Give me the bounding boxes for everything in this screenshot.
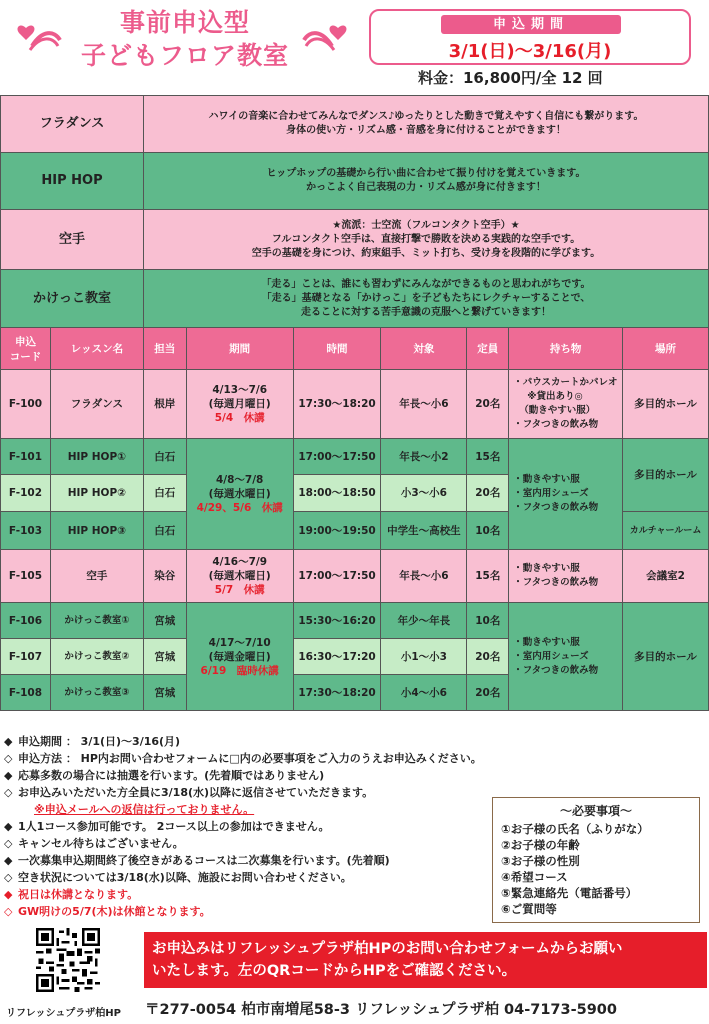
capacity: 15名 — [467, 439, 509, 475]
lesson-code: F-106 — [1, 603, 51, 639]
description-line: ハワイの音楽に合わせてみんなでダンス♪ゆったりとした動きで覚えやすく自信にも繋がります。 — [208, 111, 644, 122]
closure-note: 4/29、5/6 休講 — [196, 502, 283, 514]
note-item — [4, 852, 494, 869]
note-item — [4, 818, 494, 835]
bullet-icon: ◇ — [4, 837, 13, 850]
required-item: ④希望コース — [501, 870, 568, 884]
item: ・フタつきの飲み物 — [513, 502, 599, 513]
item: ・室内用シューズ — [513, 650, 589, 662]
period — [186, 550, 293, 603]
place: カルチャールーム — [623, 512, 709, 550]
schedule-header-row — [1, 328, 709, 370]
capacity: 20名 — [467, 675, 509, 711]
bullet-icon: ◇ — [4, 752, 13, 765]
teacher: 宮城 — [143, 603, 186, 639]
bullet-icon: ◆ — [4, 820, 13, 833]
period-line: (毎週木曜日) — [208, 570, 271, 582]
period-line: (毎週水曜日) — [208, 488, 271, 500]
note-text: 祝日は休講となります。 — [18, 888, 139, 901]
target: 中学生～高校生 — [381, 512, 467, 550]
note-text: 申込方法 ： HP内お問い合わせフォームに□内の必要事項をご入力のうえお申込みください。 — [18, 752, 482, 765]
item: ・フタつきの飲み物 — [513, 664, 599, 676]
capacity: 10名 — [467, 603, 509, 639]
lesson-title: かけっこ教室① — [50, 603, 143, 639]
item: ・パウスカートかパレオ — [513, 377, 618, 388]
qr-label: リフレッシュプラザ柏HP — [6, 1008, 121, 1019]
title-line-1: 事前申込型 — [119, 8, 250, 37]
lesson-description — [144, 153, 709, 210]
capacity: 20名 — [467, 370, 509, 439]
period-line: 4/8～7/8 — [215, 474, 264, 486]
period — [186, 370, 293, 439]
lesson-code: F-108 — [1, 675, 51, 711]
item: ・動きやすい服 — [513, 474, 580, 485]
required-item: ③お子様の性別 — [501, 854, 580, 868]
time: 17:30～18:20 — [293, 675, 381, 711]
teacher: 白石 — [143, 512, 186, 550]
note-item — [4, 869, 494, 886]
note-text: 1人1コース参加可能です。 2コース以上の参加はできません。 — [18, 820, 330, 833]
period-line: (毎週月曜日) — [208, 398, 271, 410]
note-text: 一次募集申込期間終了後空きがあるコースは二次募集を行います。(先着順) — [18, 854, 390, 867]
capacity: 20名 — [467, 475, 509, 512]
lesson-title: フラダンス — [50, 370, 143, 439]
item: ※貸出あり◎ — [527, 391, 583, 402]
period — [186, 603, 293, 711]
required-item: ②お子様の年齢 — [501, 838, 580, 852]
lesson-name: かけっこ教室 — [1, 270, 144, 328]
bullet-icon: ◇ — [4, 786, 13, 799]
capacity: 15名 — [467, 550, 509, 603]
teacher: 白石 — [143, 475, 186, 512]
description-line: ヒップホップの基礎から行い曲に合わせて振り付けを覚えていきます。 — [266, 168, 586, 179]
qr-code-icon[interactable] — [36, 928, 100, 992]
bullet-icon: ◆ — [4, 735, 13, 748]
lesson-code: F-107 — [1, 639, 51, 675]
lesson-code: F-105 — [1, 550, 51, 603]
time: 16:30～17:20 — [293, 639, 381, 675]
lesson-title: HIP HOP① — [50, 439, 143, 475]
item: ・室内用シューズ — [513, 488, 589, 499]
lesson-description — [144, 96, 709, 153]
note-item — [4, 784, 494, 801]
description-row — [1, 153, 709, 210]
header-line: コード — [9, 350, 42, 363]
table-row — [1, 370, 709, 439]
period-line: (毎週金曜日) — [208, 650, 271, 663]
teacher: 宮城 — [143, 675, 186, 711]
column-header-place: 場所 — [623, 328, 709, 370]
note-item — [4, 733, 494, 750]
time: 18:00～18:50 — [293, 475, 381, 512]
note-item — [4, 750, 494, 767]
note-text: GW明けの5/7(木)は休館となります。 — [18, 905, 211, 918]
items-to-bring — [509, 439, 623, 550]
note-item — [4, 835, 494, 852]
description-line: 身体の使い方・リズム感・音感を身に付けることができます！ — [286, 125, 566, 136]
description-line: 空手の基礎を身につけ、約束組手、ミット打ち、受け身を段階的に学びます。 — [251, 247, 601, 259]
column-header-lesson: レッスン名 — [50, 328, 143, 370]
notes-list — [4, 733, 494, 920]
note-item — [4, 903, 494, 920]
lesson-title: HIP HOP③ — [50, 512, 143, 550]
target: 小1～小3 — [381, 639, 467, 675]
time: 19:00～19:50 — [293, 512, 381, 550]
lesson-title: かけっこ教室③ — [50, 675, 143, 711]
description-row — [1, 270, 709, 328]
place: 会議室2 — [623, 550, 709, 603]
note-text: 応募多数の場合には抽選を行います。(先着順ではありません) — [18, 769, 325, 782]
items-to-bring — [509, 603, 623, 711]
bullet-icon: ◆ — [4, 888, 13, 901]
bullet-icon: ◆ — [4, 854, 13, 867]
period-line: 4/17～7/10 — [208, 636, 271, 649]
lesson-code: F-101 — [1, 439, 51, 475]
target: 年長～小6 — [381, 370, 467, 439]
description-line: ★流派：士空流（フルコンタクト空手）★ — [332, 219, 520, 231]
lesson-description — [144, 270, 709, 328]
description-line: 「走る」ことは、誰にも習わずにみんなができるものと思われがちです。 — [261, 278, 591, 290]
target: 年長～小6 — [381, 550, 467, 603]
page-title — [70, 6, 300, 72]
place: 多目的ホール — [623, 439, 709, 512]
table-row — [1, 603, 709, 639]
time: 17:30～18:20 — [293, 370, 381, 439]
period-label: 申込期間 — [441, 15, 621, 34]
heart-swirl-icon — [300, 20, 350, 56]
lesson-code: F-100 — [1, 370, 51, 439]
period — [186, 439, 293, 550]
column-header-period: 期間 — [186, 328, 293, 370]
lesson-title: HIP HOP② — [50, 475, 143, 512]
note-item — [4, 886, 494, 903]
target: 年長～小2 — [381, 439, 467, 475]
time: 17:00～17:50 — [293, 439, 381, 475]
period-line: 4/13～7/6 — [212, 384, 268, 396]
target: 年少～年長 — [381, 603, 467, 639]
bullet-icon: ◆ — [4, 769, 13, 782]
header-line: 申込 — [14, 335, 36, 348]
lesson-name: フラダンス — [1, 96, 144, 153]
table-row — [1, 550, 709, 603]
title-line-2: 子どもフロア教室 — [80, 41, 289, 70]
lesson-description-table — [0, 95, 709, 328]
period-dates: 3/1(日)～3/16(月) — [448, 41, 612, 62]
description-line: 「走る」基礎となる「かけっこ」を子どもたちにレクチャーすることで、 — [261, 292, 591, 304]
application-period-box — [369, 9, 691, 65]
item: ・動きやすい服 — [513, 636, 580, 648]
heart-swirl-icon — [14, 20, 64, 56]
closure-note: 5/4 休講 — [214, 412, 265, 424]
note-text: 空き状況については3/18(水)以降、施設にお問い合わせください。 — [18, 871, 352, 884]
capacity: 20名 — [467, 639, 509, 675]
note-text: お申込みいただいた方全員に3/18(水)以降に返信させていただきます。 — [18, 786, 374, 799]
item: ・フタつきの飲み物 — [513, 577, 599, 588]
note-item — [4, 801, 494, 818]
column-header-capacity: 定員 — [467, 328, 509, 370]
closure-note: 5/7 休講 — [214, 584, 265, 596]
facility-address: 〒277-0054 柏市南増尾58-3 リフレッシュプラザ柏 04-7173-5900 — [145, 1002, 617, 1018]
lesson-description — [144, 210, 709, 270]
cta-line: いたします。左のQRコードからHPをご確認ください。 — [152, 963, 517, 979]
fee-text: 料金：16,800円/全 12 回 — [418, 69, 603, 87]
place: 多目的ホール — [623, 603, 709, 711]
lesson-name: 空手 — [1, 210, 144, 270]
description-line: 走ることに対する苦手意識の克服へと繋げていきます！ — [301, 306, 551, 318]
required-item: ⑤緊急連絡先（電話番号） — [501, 886, 638, 900]
item: ・動きやすい服 — [513, 563, 580, 574]
application-cta-banner — [144, 932, 707, 988]
capacity: 10名 — [467, 512, 509, 550]
lesson-title: 空手 — [50, 550, 143, 603]
teacher: 宮城 — [143, 639, 186, 675]
period-line: 4/16～7/9 — [212, 556, 268, 568]
target: 小4～小6 — [381, 675, 467, 711]
required-item: ①お子様の氏名（ふりがな） — [501, 822, 649, 836]
column-header-target: 対象 — [381, 328, 467, 370]
place: 多目的ホール — [623, 370, 709, 439]
required-item: ⑥ご質問等 — [501, 902, 557, 916]
lesson-code: F-103 — [1, 512, 51, 550]
required-title: ～必要事項～ — [559, 804, 632, 818]
table-row — [1, 439, 709, 475]
header — [0, 0, 709, 92]
teacher: 白石 — [143, 439, 186, 475]
note-warning-text: ※申込メールへの返信は行っておりません。 — [34, 803, 255, 816]
column-header-items: 持ち物 — [509, 328, 623, 370]
description-line: フルコンタクト空手は、直接打撃で勝敗を決める実践的な空手です。 — [271, 233, 581, 245]
lesson-name: HIP HOP — [1, 153, 144, 210]
time: 15:30～16:20 — [293, 603, 381, 639]
closure-note: 6/19 臨時休講 — [200, 664, 279, 677]
schedule-table — [0, 327, 709, 711]
column-header-time: 時間 — [293, 328, 381, 370]
description-row — [1, 96, 709, 153]
note-text: キャンセル待ちはございません。 — [18, 837, 184, 850]
item: ・フタつきの飲み物 — [513, 419, 599, 430]
teacher: 染谷 — [143, 550, 186, 603]
lesson-title: かけっこ教室② — [50, 639, 143, 675]
description-row — [1, 210, 709, 270]
column-header-code — [1, 328, 51, 370]
description-line: かっこよく自己表現の力・リズム感が身に付きます！ — [306, 182, 546, 193]
note-item — [4, 767, 494, 784]
bullet-icon: ◇ — [4, 905, 13, 918]
cta-line: お申込みはリフレッシュプラザ柏HPのお問い合わせフォームからお願い — [152, 941, 623, 957]
target: 小3～小6 — [381, 475, 467, 512]
required-info-box — [492, 797, 700, 923]
column-header-teacher: 担当 — [143, 328, 186, 370]
teacher: 根岸 — [143, 370, 186, 439]
lesson-code: F-102 — [1, 475, 51, 512]
time: 17:00～17:50 — [293, 550, 381, 603]
bullet-icon: ◇ — [4, 871, 13, 884]
items-to-bring — [509, 370, 623, 439]
items-to-bring — [509, 550, 623, 603]
item: （動きやすい服） — [519, 405, 596, 416]
note-text: 申込期間 ： 3/1(日)～3/16(月) — [18, 735, 181, 748]
